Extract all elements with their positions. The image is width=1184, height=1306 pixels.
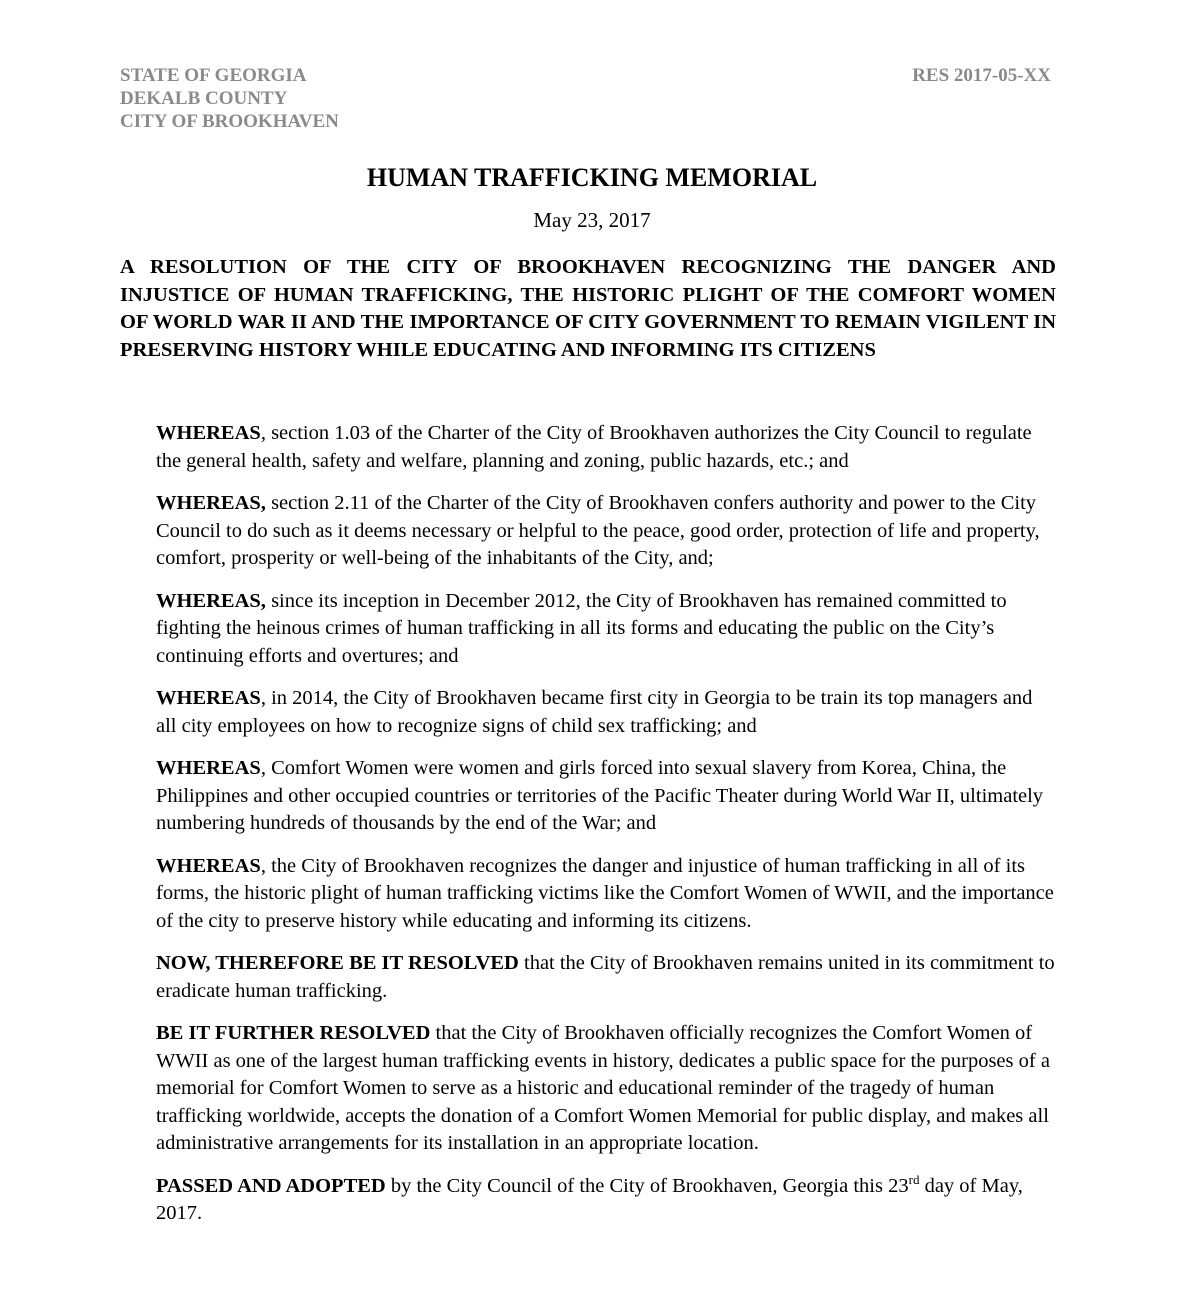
clause-paragraph <box>156 588 1056 671</box>
clause-lead: BE IT FURTHER RESOLVED <box>156 1022 431 1044</box>
jurisdiction-header <box>120 64 339 133</box>
state-line: STATE OF GEORGIA <box>120 65 307 86</box>
clauses-section <box>156 420 1056 1243</box>
clause-paragraph <box>156 755 1056 838</box>
clause-text: that the City of Brookhaven officially recognizes the Comfort Women of WWII as one of the largest human trafficking events in history, dedicates a public space for the purposes of a memorial for Comfort Women to serve as a historic and educational reminder of the tragedy of human trafficking worldwide, accepts the donation of a Comfort Women Memorial for public display, and makes all administrative arrangements for its installation in an appropriate location. <box>156 1022 1050 1154</box>
document-date: May 23, 2017 <box>533 208 651 232</box>
resolution-number: RES 2017-05-XX <box>912 65 1051 86</box>
clause-text: , the City of Brookhaven recognizes the danger and injustice of human trafficking in all of its forms, the historic plight of human trafficking victims like the Comfort Women of WWII, and the importance of the city to preserve history while educating and informing its citizens. <box>156 854 1054 932</box>
clause-lead: NOW, THEREFORE BE IT RESOLVED <box>156 952 519 974</box>
clause-lead: WHEREAS <box>156 757 261 779</box>
document-title: HUMAN TRAFFICKING MEMORIAL <box>366 163 818 192</box>
clause-paragraph <box>156 685 1056 740</box>
passed-adopted-paragraph <box>156 1173 1056 1228</box>
clause-lead: WHEREAS <box>156 422 261 444</box>
clause-lead: PASSED AND ADOPTED <box>156 1174 386 1197</box>
clause-text: , Comfort Women were women and girls forced into sexual slavery from Korea, China, the Philippines and other occupied countries or territories of the Pacific Theater during World War II, ultimately numbering hundreds of thousands by the end of the War; and <box>156 757 1044 834</box>
city-line: CITY OF BROOKHAVEN <box>120 111 339 132</box>
resolved-paragraph <box>156 950 1056 1005</box>
further-resolved-paragraph <box>156 1020 1056 1158</box>
clause-lead: WHEREAS, <box>156 589 266 612</box>
clause-text: section 2.11 of the Charter of the City of Brookhaven confers authority and power to the City Council to do such as it deems necessary or helpful to the peace, good order, protection of life and property, comfort, prosperity or well-being of the inhabitants of the City, and; <box>156 492 1040 569</box>
county-line: DEKALB COUNTY <box>120 88 288 109</box>
clause-lead: WHEREAS <box>156 854 261 877</box>
clause-text: , section 1.03 of the Charter of the City of Brookhaven authorizes the City Council to regulate the general health, safety and welfare, planning and zoning, public hazards, etc.; and <box>156 422 1032 472</box>
resolution-heading: A RESOLUTION OF THE CITY OF BROOKHAVEN RECOGNIZING THE DANGER AND INJUSTICE OF HUMAN TRAFFICKING, THE HISTORIC PLIGHT OF THE COMFORT WOMEN OF WORLD WAR II AND THE IMPORTANCE OF CITY GOVERNMENT TO REMAIN VIGILENT IN PRESERVING HISTORY WHILE EDUCATING AND INFORMING ITS CITIZENS <box>120 256 1056 361</box>
clause-text: by the City Council of the City of Brookhaven, Georgia this 23 <box>385 1174 909 1197</box>
clause-text: since its inception in December 2012, the City of Brookhaven has remained committed to fighting the heinous crimes of human trafficking in all its forms and educating the public on the City’s continuing efforts and overtures; and <box>156 589 1007 667</box>
clause-text-end: day of May, 2017. <box>156 1174 1023 1224</box>
clause-text: , in 2014, the City of Brookhaven became first city in Georgia to be train its top managers and all city employees on how to recognize signs of child sex trafficking; and <box>156 687 1033 737</box>
clause-lead: WHEREAS <box>156 687 261 709</box>
clause-paragraph <box>156 420 1056 475</box>
clause-paragraph <box>156 490 1056 573</box>
clause-text: that the City of Brookhaven remains united in its commitment to eradicate human trafficking. <box>156 952 1055 1002</box>
clause-lead: WHEREAS, <box>156 492 266 514</box>
ordinal-suffix: rd <box>908 1171 920 1187</box>
clause-paragraph <box>156 853 1056 936</box>
